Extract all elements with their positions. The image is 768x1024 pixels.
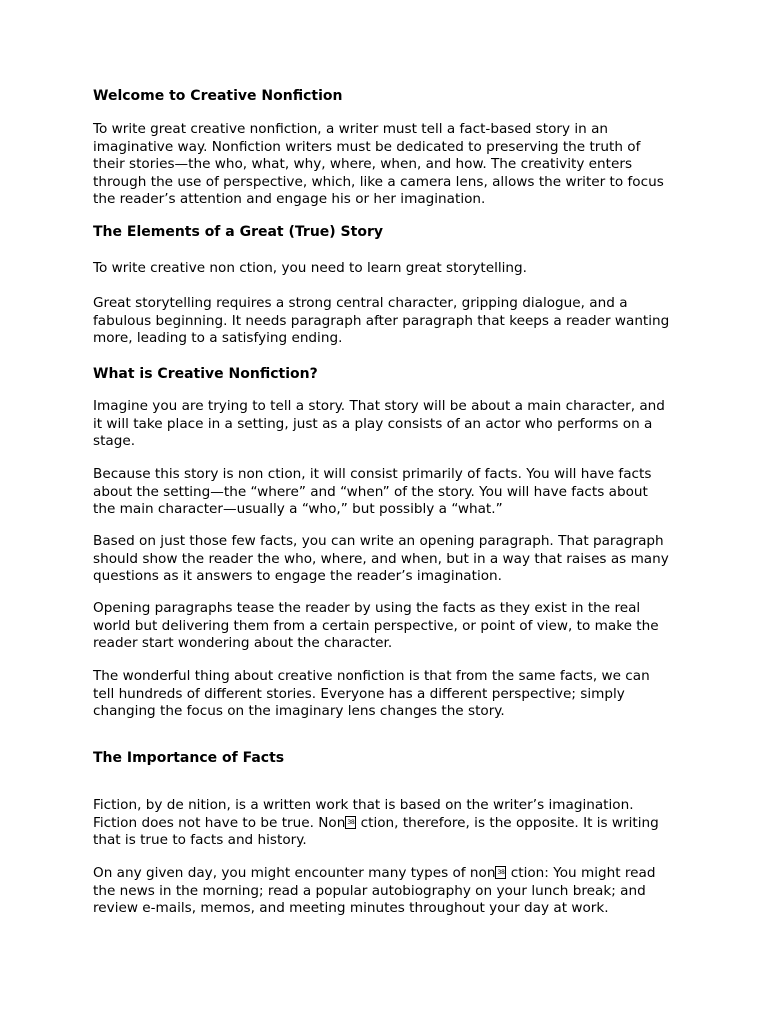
intro-paragraph [93, 121, 664, 209]
paragraph-line: Fiction, by de nition, is a written work that is based on the writer’s imagination. [93, 797, 634, 813]
line-text-segment: On any given day, you might encounter many types of non [93, 865, 496, 881]
section-heading: The Elements of a Great (True) Story [93, 224, 383, 240]
paragraph-line: their stories—the who, what, why, where, when, and how. The creativity enters [93, 156, 633, 172]
paragraph-line: the news in the morning; read a popular autobiography on your lunch break; and [93, 882, 646, 899]
paragraph-line: it will take place in a setting, just as a play consists of an actor who performs on a [93, 415, 653, 432]
paragraph-line: the main character—usually a “who,” but possibly a “what.” [93, 501, 503, 517]
paragraph-line: questions as it answers to engage the reader’s imagination. [93, 568, 502, 584]
paragraph-line: world but delivering them from a certain perspective, or point of view, to make the [93, 617, 659, 634]
paragraph-line: should show the reader the who, where, and when, but in a way that raises as many [93, 550, 669, 567]
paragraph-line: The wonderful thing about creative nonfiction is that from the same facts, we can [93, 668, 650, 684]
paragraph-line: tell hundreds of different stories. Everyone has a different perspective; simply [93, 685, 625, 702]
paragraph-line: about the setting—the “where” and “when” of the story. You will have facts about [93, 483, 648, 500]
paragraph-line: To write creative non ction, you need to learn great storytelling. [93, 260, 527, 276]
line-text-segment: Fiction does not have to be true. Non [93, 814, 346, 831]
document-title: Welcome to Creative Nonfiction [93, 88, 343, 104]
missing-glyph-box: 38 [345, 816, 356, 829]
section-heading: The Importance of Facts [93, 750, 285, 766]
paragraph-line: Imagine you are trying to tell a story. That story will be about a main character, and [93, 398, 665, 414]
paragraph [93, 260, 527, 278]
paragraph-line: Because this story is non ction, it will consist primarily of facts. You will have facts [93, 466, 652, 482]
paragraph-line: stage. [93, 433, 136, 449]
paragraph [93, 466, 651, 519]
section-heading: What is Creative Nonfiction? [93, 366, 318, 382]
line-text-segment: ction: You might read [506, 865, 656, 881]
paragraph [93, 533, 669, 586]
paragraph [93, 797, 659, 850]
paragraph-line [93, 865, 655, 883]
paragraph-line: more, leading to a satisfying ending. [93, 330, 343, 346]
paragraph [93, 865, 655, 918]
missing-glyph-box: 38 [495, 866, 506, 879]
paragraph-line: fabulous beginning. It needs paragraph after paragraph that keeps a reader wanting [93, 312, 670, 329]
paragraph [93, 295, 669, 348]
paragraph-line: Great storytelling requires a strong central character, gripping dialogue, and a [93, 295, 628, 311]
paragraph-line: review e-mails, memos, and meeting minutes throughout your day at work. [93, 900, 609, 916]
paragraph-line: imaginative way. Nonfiction writers must be dedicated to preserving the truth of [93, 138, 641, 155]
paragraph-line: that is true to facts and history. [93, 832, 307, 848]
paragraph [93, 398, 665, 451]
paragraph-line: Opening paragraphs tease the reader by using the facts as they exist in the real [93, 600, 641, 616]
paragraph-line: changing the focus on the imaginary lens changes the story. [93, 703, 505, 719]
line-text-segment: ction, therefore, is the opposite. It is writing [356, 814, 659, 831]
paragraph-line: through the use of perspective, which, like a camera lens, allows the writer to focus [93, 173, 664, 190]
paragraph [93, 668, 650, 721]
paragraph-line: the reader’s attention and engage his or her imagination. [93, 191, 486, 207]
paragraph [93, 600, 659, 653]
paragraph-line: To write great creative nonfiction, a writer must tell a fact-based story in an [93, 121, 609, 137]
paragraph-line: Based on just those few facts, you can write an opening paragraph. That paragraph [93, 533, 664, 549]
paragraph-line: reader start wondering about the character. [93, 635, 393, 651]
paragraph-line [93, 815, 659, 833]
